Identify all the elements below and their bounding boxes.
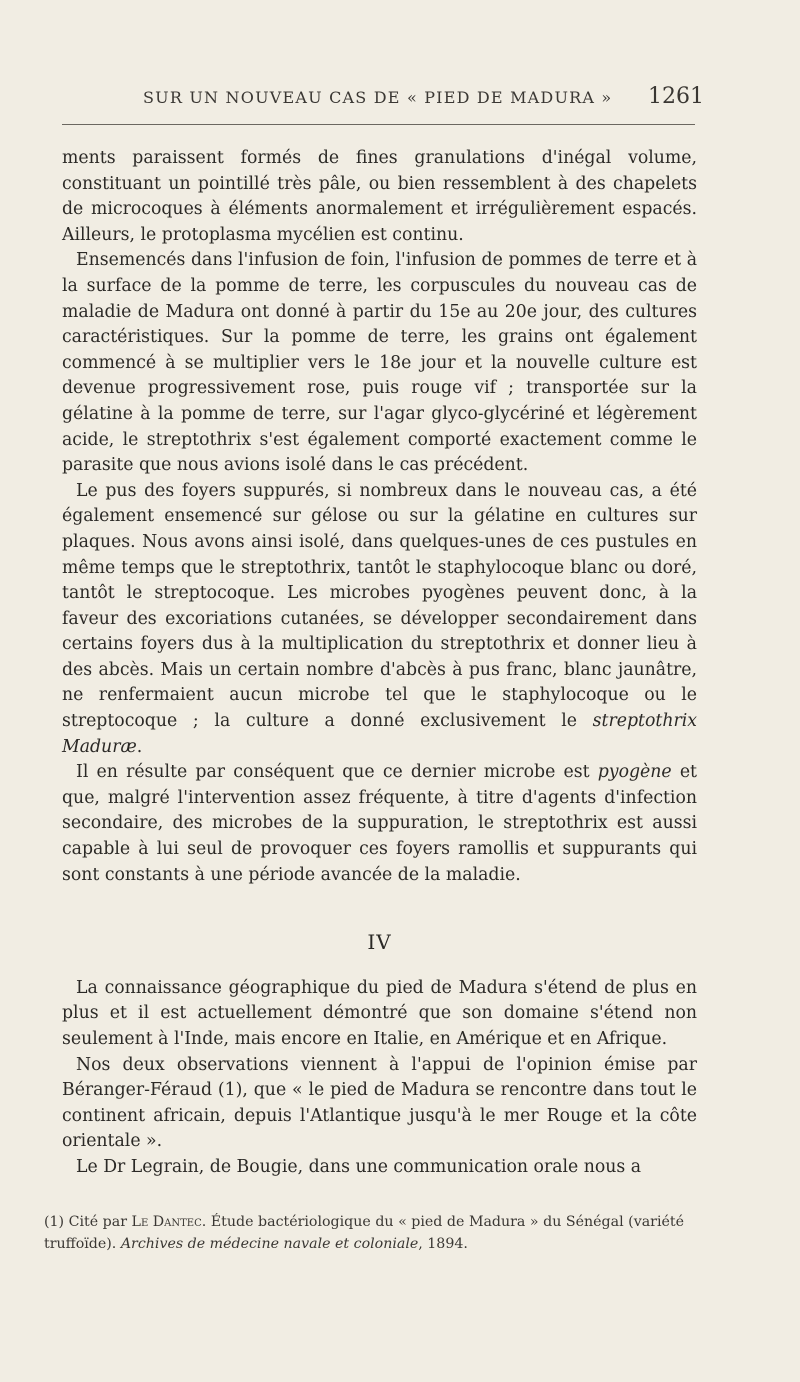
- footnote-year: , 1894.: [418, 1236, 468, 1252]
- section-heading: IV: [367, 930, 392, 955]
- paragraph: Nos deux observations viennent à l'appui de l'opinion émise par Béranger-Féraud (1), que « le pied de Madura se rencontre dans tout le continent africain, depuis l'Atlantique jusqu'à le mer Rouge et la côte orientale ».: [62, 1054, 697, 1152]
- page-number: 1261: [648, 84, 704, 109]
- paragraph: La connaissance géographique du pied de Madura s'étend de plus en plus et il est actuellement démontré que son domaine s'étend non seulement à l'Inde, mais encore en Italie, en Amérique et en Afrique.: [62, 977, 697, 1049]
- paragraph: [62, 479, 697, 761]
- paragraph-text: et que, malgré l'intervention assez fréquente, à titre d'agents d'infection secondaire, des microbes de la suppuration, le streptothrix est aussi capable à lui seul de provoquer ces foyers ramollis et suppurants qui sont constants à une période avancée de la maladie.: [62, 762, 697, 885]
- paragraph-text: Il en résulte par conséquent que ce dernier microbe est: [76, 762, 598, 783]
- paragraph: ments paraissent formés de fines granulations d'inégal volume, constituant un pointillé très pâle, ou bien ressemblent à des chapelets de microcoques à éléments anormalement et irrégulièrement espacés. Ailleurs, le protoplasma mycélien est continu.: [62, 148, 697, 245]
- italic-term: pyogène: [597, 762, 672, 783]
- running-title: SUR UN NOUVEAU CAS DE « PIED DE MADURA »: [143, 88, 613, 107]
- paragraph: Le Dr Legrain, de Bougie, dans une communication orale nous a: [76, 1156, 642, 1177]
- main-text: [62, 146, 697, 1181]
- footnote-author: Le Dantec: [131, 1214, 202, 1230]
- paragraph-text: .: [136, 736, 143, 757]
- footnote-journal: Archives de médecine navale et coloniale: [120, 1236, 419, 1252]
- italic-term: streptothrix Maduræ: [62, 711, 697, 757]
- paragraph-text: Le pus des foyers suppurés, si nombreux dans le nouveau cas, a été également ensemencé sur gélose ou sur la gélatine en cultures sur plaques. Nous avons ainsi isolé, dans quelques-unes de ces pustules en même temps que le streptothrix, tantôt le staphylocoque blanc ou doré, tantôt le streptocoque. Les microbes pyogènes peuvent donc, à la faveur des excoriations cutanées, se développer secondairement dans certains foyers dus à la multiplication du streptothrix et donner lieu à des abcès. Mais un certain nombre d'abcès à pus franc, blanc jaunâtre, ne renfermaient aucun microbe tel que le staphylocoque ou le streptocoque ; la culture a donné exclusivement le: [62, 480, 697, 732]
- footnote-marker: (1) Cité par: [44, 1214, 132, 1230]
- footnote-text: . Étude bactériologique du « pied de Madura » du Sénégal (variété truffoïde).: [44, 1214, 684, 1252]
- paragraph: Ensemencés dans l'infusion de foin, l'infusion de pommes de terre et à la surface de la pomme de terre, les corpuscules du nouveau cas de maladie de Madura ont donné à partir du 15e au 20e jour, des cultures caractéristiques. Sur la pomme de terre, les grains ont également commencé à se multiplier vers le 18e jour et la nouvelle culture est devenue progressivement rose, puis rouge vif ; transportée sur la gélatine à la pomme de terre, sur l'agar glyco-glycériné et légèrement acide, le streptothrix s'est également comporté exactement comme le parasite que nous avions isolé dans le cas précédent.: [62, 250, 697, 476]
- footnote: [44, 1211, 684, 1255]
- header-rule: [62, 124, 695, 125]
- paragraph: [62, 760, 697, 888]
